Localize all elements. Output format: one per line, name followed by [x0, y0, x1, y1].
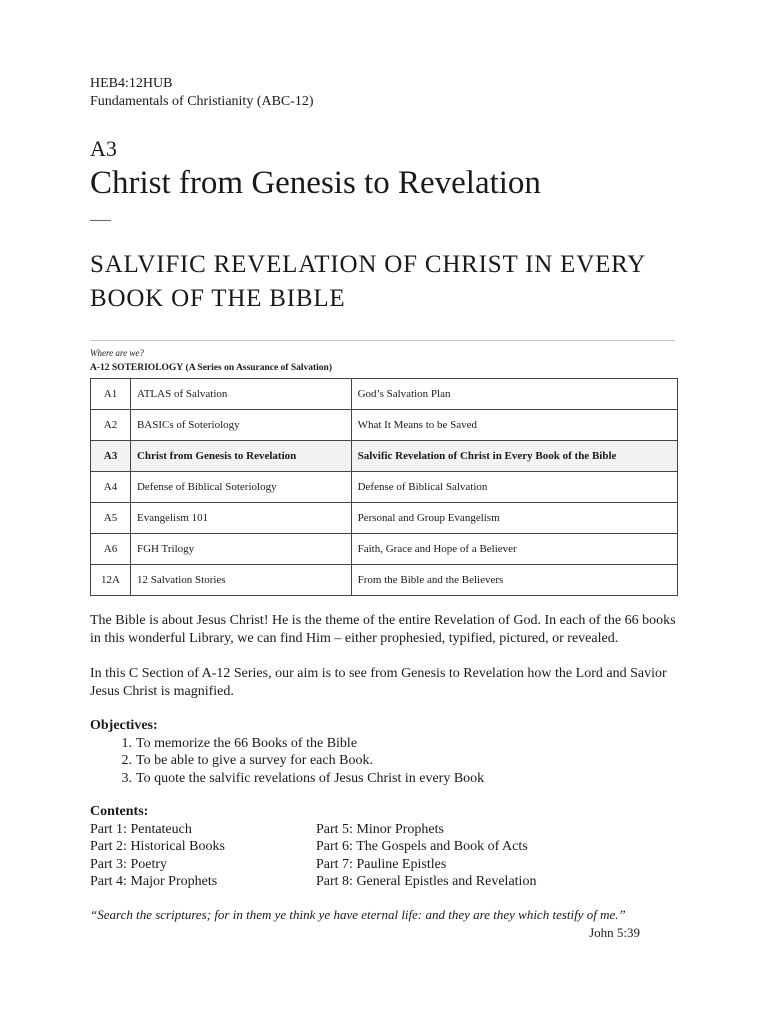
row-title: FGH Trilogy	[130, 534, 351, 565]
row-desc: What It Means to be Saved	[351, 410, 677, 441]
row-title: Defense of Biblical Soteriology	[130, 472, 351, 503]
item-number: 1.	[121, 735, 132, 751]
list-item	[90, 735, 678, 753]
contents-right-column	[316, 821, 616, 891]
row-title: 12 Salvation Stories	[130, 565, 351, 596]
row-desc: Faith, Grace and Hope of a Believer	[351, 534, 677, 565]
item-number: 3.	[121, 770, 132, 786]
list-item: Part 7: Pauline Epistles	[316, 856, 447, 872]
list-item	[90, 770, 678, 788]
title-dash: ___	[90, 208, 111, 223]
contents-section	[90, 803, 678, 891]
row-title: ATLAS of Salvation	[130, 379, 351, 410]
series-name	[90, 362, 332, 374]
list-item: Part 5: Minor Prophets	[316, 821, 444, 837]
row-title: Evangelism 101	[130, 503, 351, 534]
objectives-label: Objectives:	[90, 718, 158, 733]
row-code: A1	[91, 379, 131, 410]
intro-paragraph: The Bible is about Jesus Christ! He is the theme of the entire Revelation of God. In each of the 66 books in this wonderful Library, we can find Him – either prophesied, typified, pictured, or revealed.	[90, 613, 676, 646]
item-number: 2.	[121, 753, 132, 768]
table-row	[91, 503, 678, 534]
table-row	[91, 534, 678, 565]
row-code: A2	[91, 410, 131, 441]
item-text: To quote the salvific revelations of Jesus Christ in every Book	[136, 770, 485, 786]
row-title: BASICs of Soteriology	[130, 410, 351, 441]
row-code: A5	[91, 503, 131, 534]
document-code: A3	[90, 136, 117, 161]
row-code: A6	[91, 534, 131, 565]
scripture-quote: “Search the scriptures; for in them ye think ye have eternal life: and they are they which testify of me.”	[90, 907, 626, 922]
list-item: Part 4: Major Prophets	[90, 874, 218, 889]
row-desc: God’s Salvation Plan	[351, 379, 677, 410]
page-subtitle: SALVIFIC REVELATION OF CHRIST IN EVERY BOOK OF THE BIBLE	[90, 251, 646, 312]
header-org: HEB4:12HUB	[90, 76, 173, 91]
row-desc: Defense of Biblical Salvation	[351, 472, 677, 503]
series-title: A-12 SOTERIOLOGY	[90, 363, 184, 373]
table-row	[91, 565, 678, 596]
table-row	[91, 379, 678, 410]
list-item: Part 6: The Gospels and Book of Acts	[316, 839, 528, 854]
row-title: Christ from Genesis to Revelation	[130, 441, 351, 472]
row-code: 12A	[91, 565, 131, 596]
series-detail: (A Series on Assurance of Salvation)	[185, 363, 333, 373]
table-row	[91, 472, 678, 503]
objectives-list	[90, 735, 678, 788]
list-item: Part 8: General Epistles and Revelation	[316, 874, 537, 889]
row-desc: Personal and Group Evangelism	[351, 503, 677, 534]
list-item: Part 3: Poetry	[90, 856, 167, 872]
table-row-current	[91, 441, 678, 472]
where-label: Where are we?	[90, 348, 144, 358]
table-row	[91, 410, 678, 441]
contents-left-column	[90, 821, 316, 891]
row-code: A3	[91, 441, 131, 472]
row-desc: From the Bible and the Believers	[351, 565, 677, 596]
header-course: Fundamentals of Christianity (ABC-12)	[90, 94, 314, 109]
list-item: Part 2: Historical Books	[90, 839, 225, 854]
page-title: Christ from Genesis to Revelation	[90, 165, 541, 201]
aim-paragraph: In this C Section of A-12 Series, our aim is to see from Genesis to Revelation how the Lord and Savior Jesus Christ is magnified.	[90, 666, 667, 699]
scripture-reference: John 5:39	[589, 925, 640, 940]
list-item: Part 1: Pentateuch	[90, 821, 192, 837]
item-text: To be able to give a survey for each Book.	[136, 753, 373, 768]
objectives-section	[90, 717, 678, 787]
series-table	[90, 378, 678, 596]
contents-label: Contents:	[90, 804, 149, 819]
divider	[90, 340, 675, 341]
row-code: A4	[91, 472, 131, 503]
list-item	[90, 752, 678, 770]
contents-columns	[90, 821, 678, 891]
row-desc: Salvific Revelation of Christ in Every Book of the Bible	[351, 441, 677, 472]
item-text: To memorize the 66 Books of the Bible	[136, 735, 358, 751]
